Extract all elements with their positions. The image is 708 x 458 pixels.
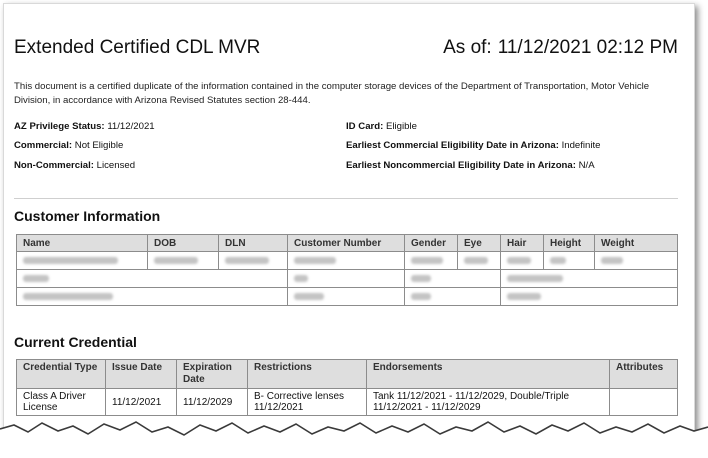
column-header: Restrictions: [248, 360, 367, 389]
noncommercial-value: Licensed: [96, 160, 136, 171]
endorsements-cell: Tank 11/12/2021 - 11/12/2029, Double/Triple 11/12/2021 - 11/12/2029: [367, 389, 610, 416]
earliest-noncommercial-eligibility: [346, 160, 595, 171]
table-header-row: [17, 235, 678, 252]
noncommercial-label: Non-Commercial:: [14, 160, 94, 171]
redacted-cell: [501, 270, 678, 288]
redacted-content: [23, 275, 49, 282]
restrictions-cell: B- Corrective lenses 11/12/2021: [248, 389, 367, 416]
earliest-noncommercial-value: N/A: [578, 160, 595, 171]
document-header: [14, 37, 678, 65]
table-header-row: [17, 360, 678, 389]
column-header: Endorsements: [367, 360, 610, 389]
table-row-redacted: [17, 288, 678, 306]
redacted-content: [294, 293, 324, 300]
redacted-cell: [595, 252, 678, 270]
redacted-content: [601, 257, 623, 264]
expiration-date-cell: 11/12/2029: [177, 389, 248, 416]
redacted-content: [411, 293, 431, 300]
id-card-label: ID Card:: [346, 121, 384, 132]
earliest-noncommercial-label: Earliest Noncommercial Eligibility Date in Arizona:: [346, 160, 576, 171]
column-header: Attributes: [610, 360, 678, 389]
redacted-cell: [288, 270, 405, 288]
certification-disclaimer: This document is a certified duplicate of the information contained in the computer storage devices of the Department of Transportation, Motor Vehicle Division, in accordance with Arizona Revised Statutes section 28-444.: [14, 81, 650, 106]
credential-type-cell: Class A Driver License: [17, 389, 106, 416]
redacted-cell: [17, 270, 288, 288]
earliest-commercial-label: Earliest Commercial Eligibility Date in Arizona:: [346, 140, 559, 151]
customer-information-heading: Customer Information: [14, 208, 161, 224]
redacted-cell: [288, 288, 405, 306]
commercial-status: [14, 140, 123, 151]
commercial-label: Commercial:: [14, 140, 73, 151]
redacted-cell: [288, 252, 405, 270]
redacted-cell: [501, 252, 544, 270]
id-card-value: Eligible: [385, 121, 417, 132]
id-card-status: [346, 121, 417, 132]
az-privilege-label: AZ Privilege Status:: [14, 121, 105, 132]
redacted-content: [23, 257, 118, 264]
column-header: Name: [17, 235, 148, 252]
section-divider: [14, 198, 678, 199]
document-title: Extended Certified CDL MVR: [14, 37, 261, 58]
redacted-cell: [405, 252, 458, 270]
redacted-cell: [148, 252, 219, 270]
redacted-cell: [405, 270, 501, 288]
redacted-content: [507, 293, 541, 300]
redacted-content: [464, 257, 488, 264]
redacted-cell: [17, 252, 148, 270]
table-row-redacted: [17, 252, 678, 270]
column-header: Customer Number: [288, 235, 405, 252]
current-credential-heading: Current Credential: [14, 334, 137, 350]
column-header: DLN: [219, 235, 288, 252]
redacted-content: [225, 257, 269, 264]
redacted-cell: [501, 288, 678, 306]
table-row-redacted: [17, 270, 678, 288]
commercial-value: Not Eligible: [74, 140, 124, 151]
redacted-cell: [544, 252, 595, 270]
customer-information-table: [16, 234, 678, 306]
az-privilege-status: [14, 121, 155, 132]
redacted-content: [507, 257, 531, 264]
redacted-content: [23, 293, 113, 300]
as-of-timestamp: [443, 37, 678, 59]
redacted-content: [550, 257, 566, 264]
torn-paper-edge: [0, 405, 708, 458]
redacted-cell: [17, 288, 288, 306]
earliest-commercial-value: Indefinite: [561, 140, 601, 151]
redacted-content: [154, 257, 198, 264]
column-header: Issue Date: [106, 360, 177, 389]
az-privilege-value: 11/12/2021: [107, 121, 155, 132]
column-header: Eye: [458, 235, 501, 252]
redacted-content: [411, 257, 443, 264]
column-header: Credential Type: [17, 360, 106, 389]
issue-date-cell: 11/12/2021: [106, 389, 177, 416]
as-of-label: As of:: [443, 37, 492, 58]
as-of-value: 11/12/2021 02:12 PM: [497, 37, 678, 58]
column-header: Hair: [501, 235, 544, 252]
noncommercial-status: [14, 160, 135, 171]
redacted-content: [294, 275, 308, 282]
redacted-content: [411, 275, 431, 282]
redacted-cell: [405, 288, 501, 306]
column-header: DOB: [148, 235, 219, 252]
earliest-commercial-eligibility: [346, 140, 601, 151]
column-header: Expiration Date: [177, 360, 248, 389]
column-header: Gender: [405, 235, 458, 252]
redacted-content: [507, 275, 563, 282]
column-header: Height: [544, 235, 595, 252]
redacted-cell: [219, 252, 288, 270]
redacted-cell: [458, 252, 501, 270]
redacted-content: [294, 257, 336, 264]
column-header: Weight: [595, 235, 678, 252]
